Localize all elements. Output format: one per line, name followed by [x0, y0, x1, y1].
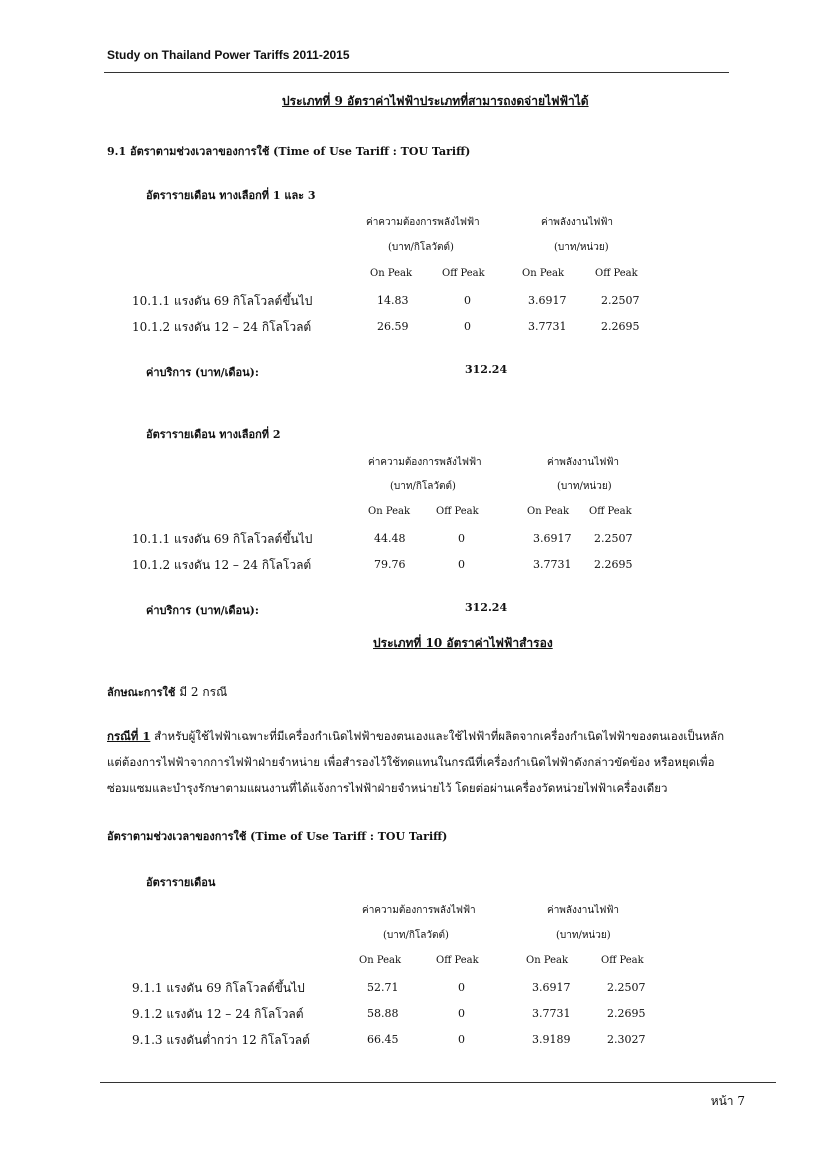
case1-line-2: แต่ต้องการไฟฟ้าจากการไฟฟ้าฝ่ายจำหน่าย เพื่อสำรองไว้ใช้ทดแทนในกรณีที่เครื่องกำเนิดไฟฟ้าดังกล่าวขัดข้อง หรือหยุดเพื่อ — [107, 755, 715, 769]
block1-row1-val3: 3.6917 — [528, 294, 567, 307]
block3-row1-label: 9.1.1 แรงดัน 69 กิโลโวลต์ขึ้นไป — [132, 981, 305, 995]
block1-service-value: 312.24 — [465, 363, 508, 376]
block2-row1-val1: 44.48 — [374, 532, 406, 545]
block1-col-on-peak-demand: On Peak — [370, 268, 413, 279]
block1-row1-val2: 0 — [464, 294, 471, 307]
block3-demand-label: ค่าความต้องการพลังไฟฟ้า — [362, 905, 476, 916]
block3-col-on-peak-energy: On Peak — [526, 955, 569, 966]
block1-row2-val2: 0 — [464, 320, 471, 333]
block2-col-on-peak-demand: On Peak — [368, 506, 411, 517]
case1-label: กรณีที่ 1 — [107, 729, 151, 743]
block2-energy-unit: (บาท/หน่วย) — [557, 481, 612, 492]
block2-service-label: ค่าบริการ (บาท/เดือน): — [146, 604, 259, 617]
case1-line-3: ซ่อมแซมและบำรุงรักษาตามแผนงานที่ได้แจ้งการไฟฟ้าฝ่ายจำหน่ายไว้ โดยต่อผ่านเครื่องวัดหน่วยไฟฟ้าเครื่องเดียว — [107, 781, 668, 795]
document-header: Study on Thailand Power Tariffs 2011-2015 — [107, 48, 350, 62]
block3-row2-val3: 3.7731 — [532, 1007, 571, 1020]
block1-col-on-peak-energy: On Peak — [522, 268, 565, 279]
block1-heading: อัตรารายเดือน ทางเลือกที่ 1 และ 3 — [146, 189, 316, 202]
block2-row1-label: 10.1.1 แรงดัน 69 กิโลโวลต์ขึ้นไป — [132, 532, 313, 546]
block3-row2-val4: 2.2695 — [607, 1007, 646, 1020]
block3-col-on-peak-demand: On Peak — [359, 955, 402, 966]
block1-row2-label: 10.1.2 แรงดัน 12 – 24 กิโลโวลต์ — [132, 320, 312, 334]
block2-service-value: 312.24 — [465, 601, 508, 614]
block1-row2-val4: 2.2695 — [601, 320, 640, 333]
block2-row2-val4: 2.2695 — [594, 558, 633, 571]
block3-col-off-peak-energy: Off Peak — [601, 955, 644, 966]
block2-col-off-peak-energy: Off Peak — [589, 506, 632, 517]
header-divider — [104, 72, 729, 73]
block3-row1-val1: 52.71 — [367, 981, 399, 994]
section-9-1-subtitle: 9.1 อัตราตามช่วงเวลาของการใช้ (Time of Use Tariff : TOU Tariff) — [107, 145, 471, 158]
usage-label: ลักษณะการใช้ — [107, 686, 176, 699]
block3-row2-val1: 58.88 — [367, 1007, 399, 1020]
block2-row2-val1: 79.76 — [374, 558, 406, 571]
block3-row3-val4: 2.3027 — [607, 1033, 646, 1046]
usage-value: มี 2 กรณี — [179, 685, 228, 699]
block1-col-off-peak-energy: Off Peak — [595, 268, 638, 279]
block3-row3-label: 9.1.3 แรงดันต่ำกว่า 12 กิโลโวลต์ — [132, 1033, 310, 1047]
block1-energy-label: ค่าพลังงานไฟฟ้า — [541, 217, 614, 228]
block2-row1-val4: 2.2507 — [594, 532, 633, 545]
block3-row3-val1: 66.45 — [367, 1033, 399, 1046]
block2-col-on-peak-energy: On Peak — [527, 506, 570, 517]
block3-row1-val4: 2.2507 — [607, 981, 646, 994]
block1-row1-val1: 14.83 — [377, 294, 409, 307]
section-10-title: ประเภทที่ 10 อัตราค่าไฟฟ้าสำรอง — [373, 636, 553, 650]
block1-service-label: ค่าบริการ (บาท/เดือน): — [146, 366, 259, 379]
block3-row3-val2: 0 — [458, 1033, 465, 1046]
block2-col-off-peak-demand: Off Peak — [436, 506, 479, 517]
block3-row3-val3: 3.9189 — [532, 1033, 571, 1046]
block1-row2-val3: 3.7731 — [528, 320, 567, 333]
block2-row1-val3: 3.6917 — [533, 532, 572, 545]
case1-text-1: สำหรับผู้ใช้ไฟฟ้าเฉพาะที่มีเครื่องกำเนิดไฟฟ้าของตนเองและใช้ไฟฟ้าที่ผลิตจากเครื่องกำเนิดไฟฟ้าของตนเองเป็นหลัก — [154, 729, 725, 743]
block3-heading: อัตรารายเดือน — [146, 876, 216, 889]
block2-demand-label: ค่าความต้องการพลังไฟฟ้า — [368, 457, 482, 468]
block3-row1-val3: 3.6917 — [532, 981, 571, 994]
tou-title: อัตราตามช่วงเวลาของการใช้ (Time of Use Tariff : TOU Tariff) — [107, 830, 448, 843]
block2-row1-val2: 0 — [458, 532, 465, 545]
block2-demand-unit: (บาท/กิโลวัตต์) — [390, 481, 456, 492]
block2-row2-val3: 3.7731 — [533, 558, 572, 571]
block1-demand-unit: (บาท/กิโลวัตต์) — [388, 242, 454, 253]
usage-line — [107, 683, 227, 702]
block3-energy-unit: (บาท/หน่วย) — [556, 930, 611, 941]
case1-line-1 — [107, 728, 767, 746]
block1-energy-unit: (บาท/หน่วย) — [554, 242, 609, 253]
block3-col-off-peak-demand: Off Peak — [436, 955, 479, 966]
block2-energy-label: ค่าพลังงานไฟฟ้า — [547, 457, 620, 468]
block3-row2-val2: 0 — [458, 1007, 465, 1020]
section-9-title: ประเภทที่ 9 อัตราค่าไฟฟ้าประเภทที่สามารถงดจ่ายไฟฟ้าได้ — [282, 94, 589, 108]
page-number: หน้า 7 — [710, 1094, 745, 1108]
block2-row2-label: 10.1.2 แรงดัน 12 – 24 กิโลโวลต์ — [132, 558, 312, 572]
block1-col-off-peak-demand: Off Peak — [442, 268, 485, 279]
block3-demand-unit: (บาท/กิโลวัตต์) — [383, 930, 449, 941]
block1-demand-label: ค่าความต้องการพลังไฟฟ้า — [366, 217, 480, 228]
footer-divider — [100, 1082, 776, 1083]
block2-heading: อัตรารายเดือน ทางเลือกที่ 2 — [146, 428, 281, 441]
block1-row1-val4: 2.2507 — [601, 294, 640, 307]
block1-row1-label: 10.1.1 แรงดัน 69 กิโลโวลต์ขึ้นไป — [132, 294, 313, 308]
block2-row2-val2: 0 — [458, 558, 465, 571]
block3-energy-label: ค่าพลังงานไฟฟ้า — [547, 905, 620, 916]
block1-row2-val1: 26.59 — [377, 320, 409, 333]
block3-row1-val2: 0 — [458, 981, 465, 994]
block3-row2-label: 9.1.2 แรงดัน 12 – 24 กิโลโวลต์ — [132, 1007, 304, 1021]
